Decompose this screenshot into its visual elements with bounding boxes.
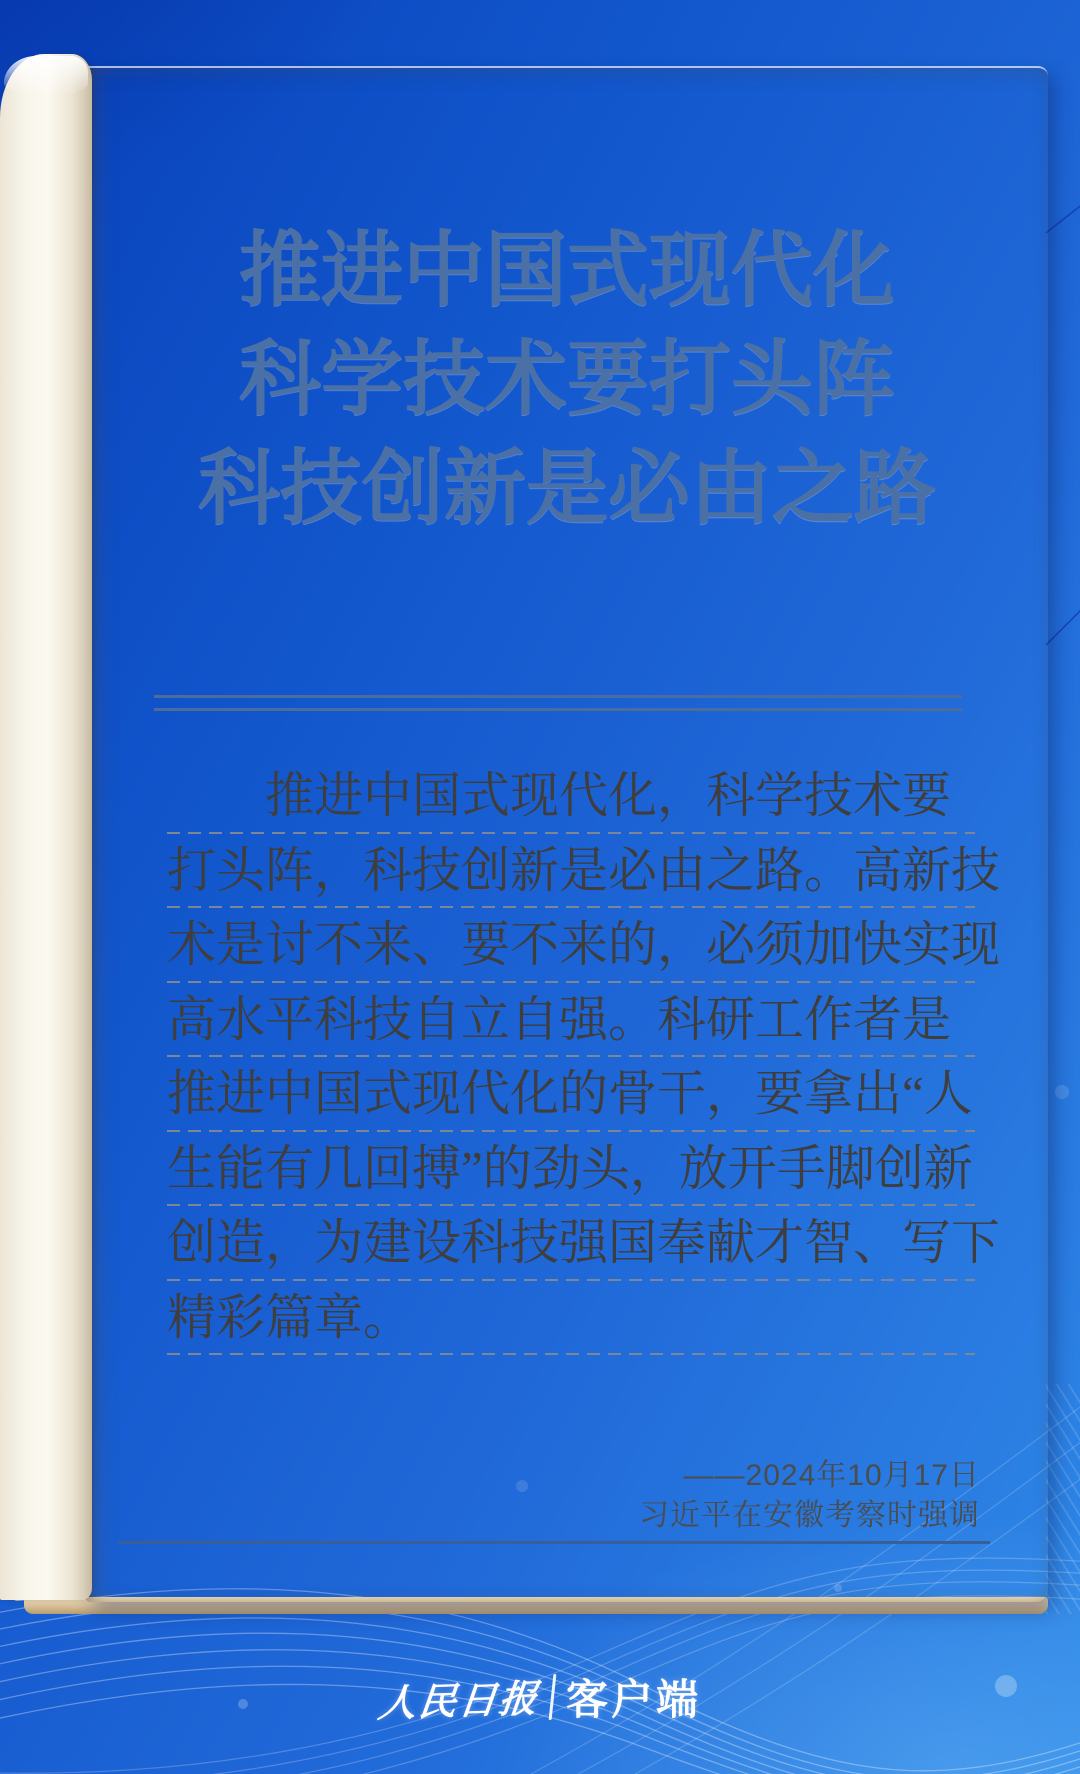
bottom-rule [118,1541,990,1544]
quote-line: 高水平科技自立自强。科研工作者是 [167,983,975,1058]
quote-line: 术是讨不来、要不来的，必须加快实现 [167,908,975,983]
footer-brand [0,1660,1080,1734]
attribution [639,1456,980,1536]
book-page-curl [0,54,92,1600]
quote-line: 推进中国式现代化的骨干，要拿出“人 [167,1057,975,1132]
headline-line-3: 科技创新是必由之路 [197,443,936,534]
diagonal-hatch-decoration [1046,1384,1080,1614]
double-rule-divider [154,695,962,711]
quote-line: 生能有几回搏”的劲头，放开手脚创新 [167,1132,975,1207]
quote-line: 精彩篇章。 [167,1281,975,1356]
quote-line: 推进中国式现代化，科学技术要 [167,759,975,834]
quote-line: 打头阵，科技创新是必由之路。高新技 [167,834,975,909]
attribution-source: 习近平在安徽考察时强调 [639,1499,980,1532]
peoples-daily-wordmark: 人民日报 [375,1674,542,1726]
attribution-date: ——2024年10月17日 [683,1459,980,1492]
headline [86,216,1048,543]
quote-line: 创造，为建设科技强国奉献才智、写下 [167,1206,975,1281]
brand-client-label: 客户端 [566,1676,702,1723]
headline-line-1: 推进中国式现代化 [238,225,895,316]
brand-divider [549,1674,557,1720]
book-page [86,66,1048,1602]
headline-line-2: 科学技术要打头阵 [238,334,895,425]
quote-block [167,759,1001,1355]
